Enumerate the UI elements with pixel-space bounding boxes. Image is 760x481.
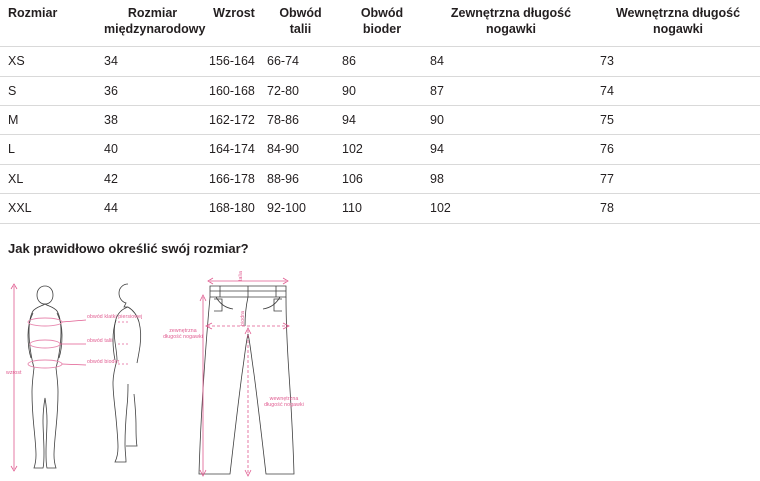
cell-waist: 84-90 — [263, 135, 338, 164]
column-header-international-size: Rozmiar międzynarodowy — [100, 0, 205, 47]
cell-hips: 90 — [338, 76, 426, 105]
cell-size: XXL — [0, 194, 100, 223]
column-header-waist: Obwód talii — [263, 0, 338, 47]
table-row — [0, 194, 760, 223]
column-header-size: Rozmiar — [0, 0, 100, 47]
cell-inner-leg: 73 — [596, 47, 760, 76]
cell-outer-leg: 90 — [426, 106, 596, 135]
column-header-height: Wzrost — [205, 0, 263, 47]
jeans-figure-svg — [190, 264, 400, 481]
cell-outer-leg: 87 — [426, 76, 596, 105]
cell-outer-leg: 94 — [426, 135, 596, 164]
cell-international-size: 42 — [100, 164, 205, 193]
column-header-hips: Obwód bioder — [338, 0, 426, 47]
howto-title: Jak prawidłowo określić swój rozmiar? — [8, 240, 249, 256]
label-outer-leg-length: zewnętrzna długość nogawki — [163, 327, 203, 340]
cell-inner-leg: 77 — [596, 164, 760, 193]
cell-inner-leg: 76 — [596, 135, 760, 164]
cell-hips: 110 — [338, 194, 426, 223]
cell-waist: 92-100 — [263, 194, 338, 223]
cell-hips: 106 — [338, 164, 426, 193]
cell-waist: 66-74 — [263, 47, 338, 76]
cell-inner-leg: 75 — [596, 106, 760, 135]
cell-outer-leg: 84 — [426, 47, 596, 76]
cell-size: M — [0, 106, 100, 135]
cell-outer-leg: 98 — [426, 164, 596, 193]
table-row — [0, 135, 760, 164]
cell-height: 160-168 — [205, 76, 263, 105]
cell-height: 168-180 — [205, 194, 263, 223]
cell-size: S — [0, 76, 100, 105]
body-figure — [0, 264, 180, 481]
jeans-figure — [163, 264, 400, 481]
label-waist: obwód talii — [87, 337, 113, 344]
cell-international-size: 40 — [100, 135, 205, 164]
cell-hips: 94 — [338, 106, 426, 135]
table-row — [0, 164, 760, 193]
table-row — [0, 76, 760, 105]
cell-inner-leg: 78 — [596, 194, 760, 223]
cell-international-size: 36 — [100, 76, 205, 105]
cell-height: 156-164 — [205, 47, 263, 76]
body-figure-svg — [0, 264, 180, 481]
cell-height: 162-172 — [205, 106, 263, 135]
cell-waist: 78-86 — [263, 106, 338, 135]
size-table — [0, 0, 760, 224]
label-height: wzrost — [6, 369, 22, 376]
table-row — [0, 106, 760, 135]
cell-international-size: 38 — [100, 106, 205, 135]
cell-inner-leg: 74 — [596, 76, 760, 105]
column-header-inner-leg-length: Wewnętrzna długość nogawki — [596, 0, 760, 47]
cell-height: 164-174 — [205, 135, 263, 164]
cell-size: XS — [0, 47, 100, 76]
cell-international-size: 34 — [100, 47, 205, 76]
cell-outer-leg: 102 — [426, 194, 596, 223]
cell-international-size: 44 — [100, 194, 205, 223]
cell-size: XL — [0, 164, 100, 193]
cell-waist: 88-96 — [263, 164, 338, 193]
cell-waist: 72-80 — [263, 76, 338, 105]
cell-size: L — [0, 135, 100, 164]
label-jeans-hips: biodra — [240, 310, 246, 326]
label-hips: obwód bioder — [87, 358, 120, 365]
table-row — [0, 47, 760, 76]
measurement-figures — [0, 264, 760, 481]
table-header-row — [0, 0, 760, 47]
column-header-outer-leg-length: Zewnętrzna długość nogawki — [426, 0, 596, 47]
cell-height: 166-178 — [205, 164, 263, 193]
label-jeans-waist: talia — [238, 270, 244, 281]
cell-hips: 102 — [338, 135, 426, 164]
label-chest: obwód klatki piersiowej — [87, 313, 143, 320]
cell-hips: 86 — [338, 47, 426, 76]
label-inner-leg-length: wewnętrzna długość nogawki — [264, 395, 304, 408]
